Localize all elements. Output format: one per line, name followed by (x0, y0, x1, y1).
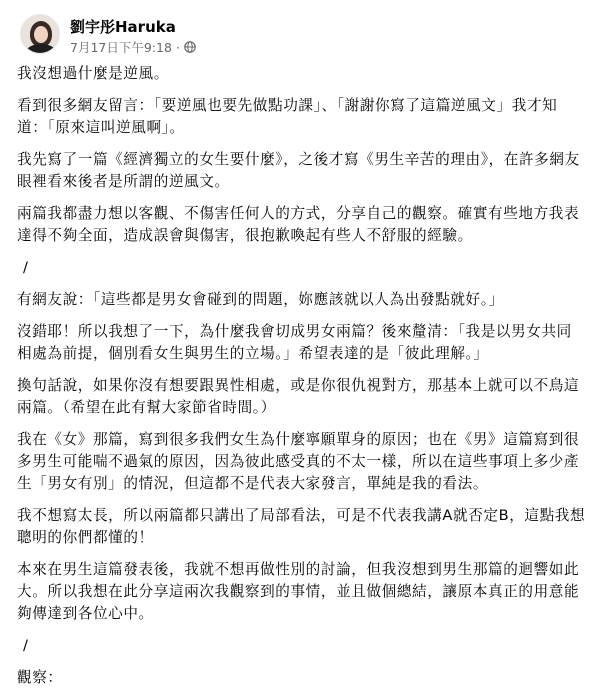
post-paragraph: 兩篇我都盡力想以客觀、不傷害任何人的方式，分享自己的觀察。確實有些地方我表達得不夠全面，造成誤會與傷害，很抱歉喚起有些人不舒服的經驗。 (17, 205, 580, 244)
avatar-shirt (26, 44, 56, 54)
post-header (20, 14, 584, 58)
post-paragraph: 我在《女》那篇，寫到很多我們女生為什麼寧願單身的原因；也在《男》這篇寫到很多男生可能喘不過氣的原因，因為彼此感受真的不太一樣，所以在這些事項上多少產生「男女有別」的情況，但這都不是代表大家發言，單純是我的看法。 (17, 431, 580, 492)
meta-separator: · (175, 39, 180, 55)
post-body (17, 63, 586, 689)
post-paragraph: 沒錯耶！所以我想了一下，為什麼我會切成男女兩篇？後來釐清：「我是以男女共同相處為前提，個別看女生與男生的立場。」希望表達的是「彼此理解。」 (17, 323, 572, 362)
post-timestamp[interactable]: 7月17日下午9:18 (70, 40, 172, 55)
avatar-face (34, 26, 48, 43)
section-divider: / (23, 259, 29, 276)
author-name[interactable]: 劉宇彤Haruka (70, 18, 176, 36)
globe-icon[interactable] (184, 41, 196, 53)
post-paragraph: 換句話說，如果你沒有想要跟異性相處，或是你很仇視對方，那基本上就可以不鳥這兩篇。（希望在此有幫大家節省時間。） (17, 377, 580, 416)
post-paragraph: 本來在男生這篇發表後，我就不想再做性別的討論，但我沒想到男生那篇的迴響如此大。所以我想在此分享這兩次我觀察到的事情，並且做個總結，讓原本真正的用意能夠傳達到各位心中。 (17, 561, 580, 622)
post-paragraph: 我不想寫太長，所以兩篇都只講出了局部看法，可是不代表我講A就否定B，這點我想聰明的你們都懂的！ (17, 507, 586, 546)
post-paragraph: 我沒想過什麼是逆風。 (17, 65, 169, 82)
post-paragraph: 看到很多網友留言：「要逆風也要先做點功課」、「謝謝你寫了這篇逆風文」我才知道：「原來這叫逆風啊」。 (17, 97, 558, 136)
post-paragraph: 我先寫了一篇《經濟獨立的女生要什麼》，之後才寫《男生辛苦的理由》，在許多網友眼裡看來後者是所謂的逆風文。 (17, 151, 580, 190)
post-meta (70, 38, 196, 56)
post-paragraph: 有網友說：「這些都是男女會碰到的問題，妳應該就以人為出發點就好。」 (17, 291, 504, 308)
post-paragraph: 觀察： (17, 669, 63, 686)
avatar[interactable] (20, 14, 60, 54)
section-divider: / (23, 637, 29, 654)
